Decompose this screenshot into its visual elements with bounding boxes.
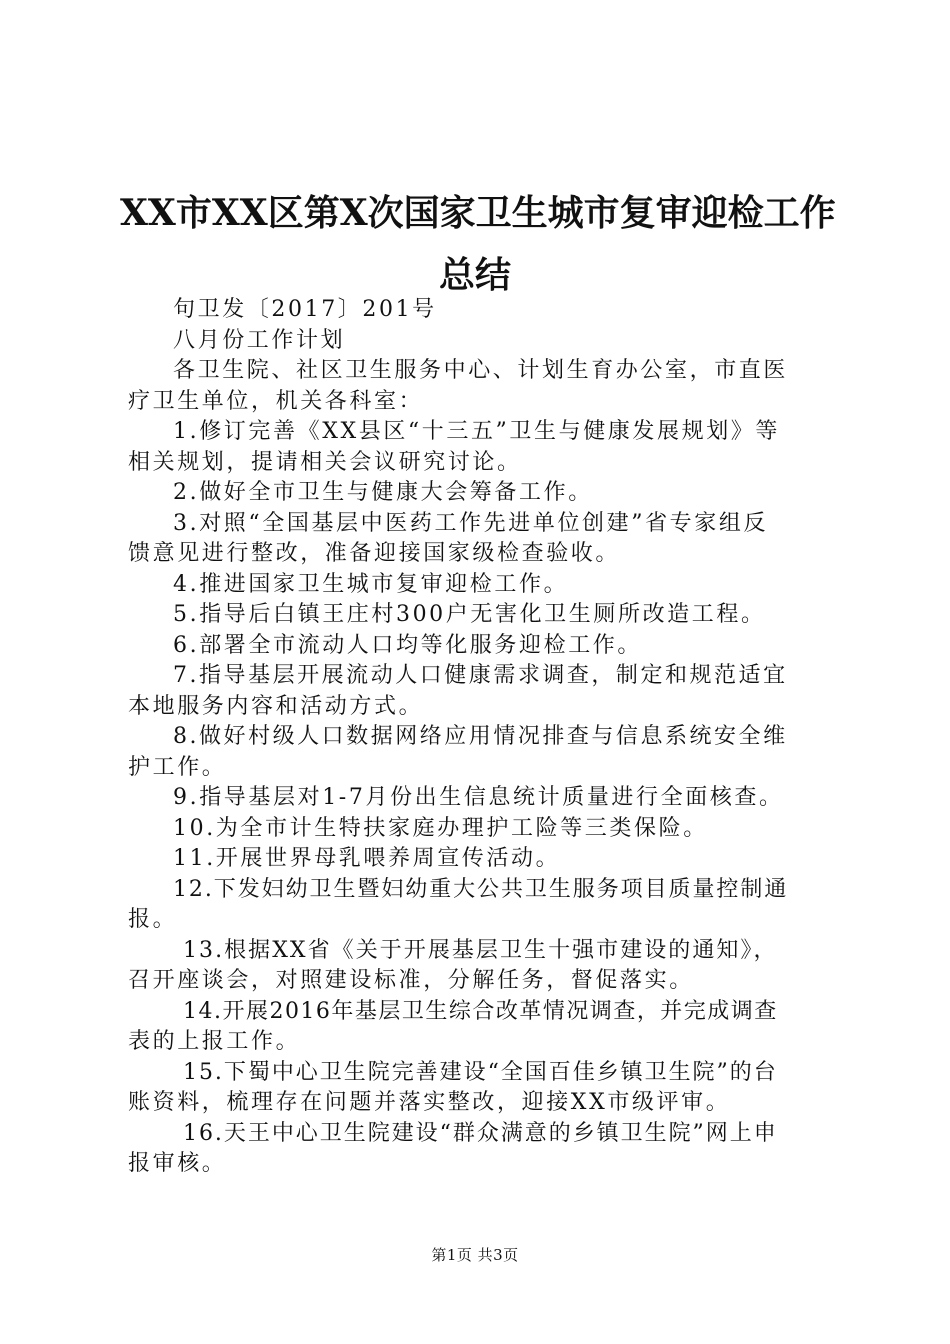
document-title xyxy=(120,182,836,306)
plan-item xyxy=(128,631,833,662)
plan-item-line: 13.根据XX省《关于开展基层卫生十强市建设的通知》， xyxy=(183,937,778,963)
plan-item-list xyxy=(128,417,833,1180)
plan-item xyxy=(128,783,833,814)
plan-item-line: 15.下蜀中心卫生院完善建设“全国百佳乡镇卫生院”的台 xyxy=(183,1059,778,1085)
plan-item-line: 3.对照“全国基层中医药工作先进单位创建”省专家组反 xyxy=(173,510,769,536)
plan-item xyxy=(128,1058,833,1119)
plan-item-line: 12.下发妇幼卫生暨妇幼重大公共卫生服务项目质量控制通 xyxy=(173,876,789,902)
plan-item-line: 召开座谈会，对照建设标准，分解任务，督促落实。 xyxy=(128,968,694,993)
plan-item-line: 报审核。 xyxy=(128,1151,227,1176)
plan-item-line: 6.部署全市流动人口均等化服务迎检工作。 xyxy=(173,632,642,658)
plan-item xyxy=(128,875,833,936)
plan-item-line: 2.做好全市卫生与健康大会筹备工作。 xyxy=(173,480,593,505)
plan-item xyxy=(128,509,833,570)
plan-item xyxy=(128,661,833,722)
plan-item xyxy=(128,1119,833,1180)
plan-item-line: 账资料，梳理存在问题并落实整改，迎接XX市级评审。 xyxy=(128,1090,731,1115)
plan-item xyxy=(128,814,833,845)
plan-item-line: 馈意见进行整改，准备迎接国家级检查验收。 xyxy=(128,541,621,566)
plan-item-line: 报。 xyxy=(128,907,178,932)
plan-item xyxy=(128,936,833,997)
plan-item xyxy=(128,722,833,783)
plan-item xyxy=(128,417,833,478)
plan-item-line: 表的上报工作。 xyxy=(128,1029,301,1054)
plan-item xyxy=(128,478,833,509)
plan-item-line: 11.开展世界母乳喂养周宣传活动。 xyxy=(173,846,561,871)
plan-item-line: 1.修订完善《XX县区“十三五”卫生与健康发展规划》等 xyxy=(173,419,781,444)
plan-item-line: 14.开展2016年基层卫生综合改革情况调查，并完成调查 xyxy=(183,998,778,1024)
plan-item-line: 9.指导基层对1-7月份出生信息统计质量进行全面核查。 xyxy=(173,785,784,810)
plan-item xyxy=(128,570,833,601)
plan-item-line: 5.指导后白镇王庄村300户无害化卫生厕所改造工程。 xyxy=(173,602,766,627)
plan-item-line: 相关规划，提请相关会议研究讨论。 xyxy=(128,449,522,475)
page-footer: 第1页 共3页 xyxy=(431,1246,519,1264)
addressee: 各卫生院、社区卫生服务中心、计划生育办公室，市直医 疗卫生单位，机关各科室： xyxy=(128,358,789,414)
plan-item-line: 10.为全市计生特扶家庭办理护工险等三类保险。 xyxy=(173,815,708,841)
plan-item xyxy=(128,600,833,631)
plan-item xyxy=(128,997,833,1058)
doc-number: 句卫发〔2017〕201号 xyxy=(173,297,437,322)
title-line-2: 总结 xyxy=(438,254,511,296)
plan-item-line: 16.天王中心卫生院建设“群众满意的乡镇卫生院”网上申 xyxy=(183,1120,778,1146)
document-body xyxy=(128,295,833,1180)
title-line-1: XX市XX区第X次国家卫生城市复审迎检工作 xyxy=(120,192,836,234)
plan-item-line: 护工作。 xyxy=(128,754,227,780)
plan-item-line: 7.指导基层开展流动人口健康需求调查，制定和规范适宜 xyxy=(173,663,788,688)
plan-item xyxy=(128,844,833,875)
plan-item-line: 本地服务内容和活动方式。 xyxy=(128,693,424,719)
plan-item-line: 4.推进国家卫生城市复审迎检工作。 xyxy=(173,571,569,597)
plan-item-line: 8.做好村级人口数据网络应用情况排查与信息系统安全维 xyxy=(173,724,788,749)
plan-subtitle: 八月份工作计划 xyxy=(173,327,346,353)
